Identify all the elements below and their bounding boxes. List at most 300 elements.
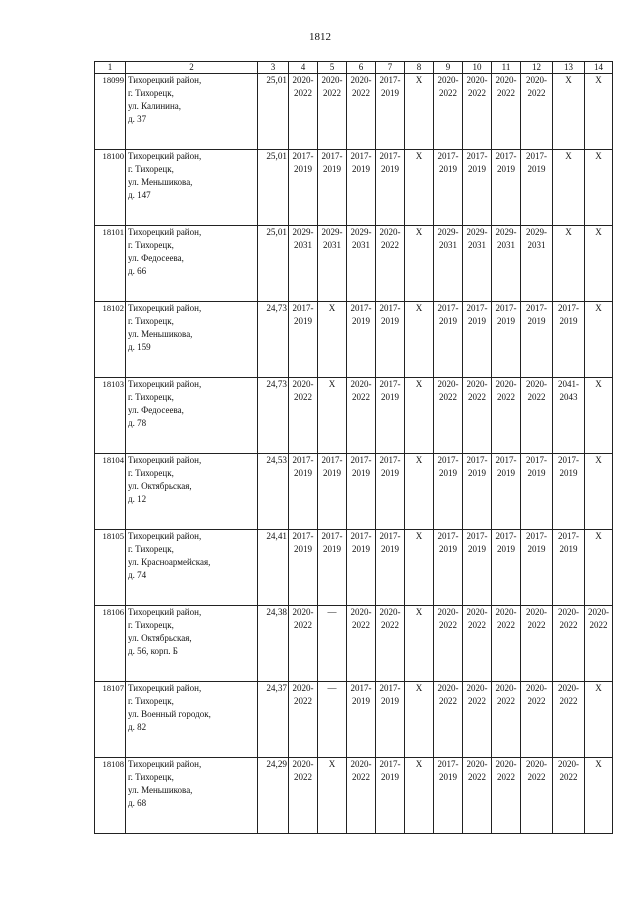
period-value: 2022: [352, 772, 370, 782]
period-cell: [347, 150, 376, 226]
period-cell: [405, 74, 434, 150]
period-value: 2017-: [379, 75, 401, 85]
period-value: 2019: [559, 316, 578, 326]
period-value: 2019: [439, 164, 457, 174]
period-value: 2029-: [321, 227, 343, 237]
period-value: 2019: [294, 468, 312, 478]
address-line: Тихорецкий район,: [128, 379, 202, 389]
period-value: 2022: [497, 696, 515, 706]
column-header: 1: [95, 62, 126, 74]
period-value: 2017-: [321, 531, 343, 541]
page-number: 1812: [309, 31, 331, 43]
period-cell: [376, 530, 405, 606]
period-value: 2020-: [292, 379, 314, 389]
address-line: ул. Меньшикова,: [128, 177, 193, 187]
period-value: 2019: [559, 468, 578, 478]
period-value: 2022: [527, 392, 546, 402]
period-cell: [553, 682, 585, 758]
header-row: [95, 62, 613, 74]
period-cell: [521, 758, 553, 834]
period-value: 2020-: [437, 607, 459, 617]
period-value: 2019: [559, 544, 578, 554]
address-line: ул. Красноармейская,: [128, 557, 211, 567]
period-cell: [463, 682, 492, 758]
period-value: 2017-: [466, 303, 488, 313]
row-number: 18100: [95, 150, 126, 226]
address-line: ул. Меньшикова,: [128, 785, 193, 795]
period-value: 2019: [323, 468, 341, 478]
period-value: X: [595, 303, 602, 313]
period-cell: [347, 454, 376, 530]
period-value: 2022: [589, 620, 608, 630]
period-cell: [463, 150, 492, 226]
period-value: 2020-: [526, 607, 547, 617]
period-cell: [492, 150, 521, 226]
period-value: 2022: [294, 772, 312, 782]
period-cell: [553, 758, 585, 834]
period-cell: [521, 378, 553, 454]
area-cell: 25,01: [258, 226, 289, 302]
period-value: 2017-: [437, 455, 459, 465]
period-value: 2017-: [437, 759, 459, 769]
period-cell: [434, 606, 463, 682]
address-line: г. Тихорецк,: [128, 88, 174, 98]
period-cell: [585, 682, 613, 758]
table-row: [95, 378, 613, 454]
period-cell: [318, 226, 347, 302]
address-line: д. 66: [128, 266, 147, 276]
data-table: [94, 61, 613, 834]
period-value: 2020-: [466, 683, 488, 693]
period-cell: [492, 74, 521, 150]
period-cell: [463, 378, 492, 454]
period-value: 2017-: [350, 455, 372, 465]
period-cell: [434, 150, 463, 226]
period-value: 2017-: [350, 683, 372, 693]
period-value: 2020-: [437, 75, 459, 85]
table-row: [95, 606, 613, 682]
period-cell: [463, 758, 492, 834]
address-line: ул. Калинина,: [128, 101, 182, 111]
period-cell: [376, 682, 405, 758]
period-value: 2019: [468, 544, 486, 554]
period-cell: [463, 530, 492, 606]
address-line: Тихорецкий район,: [128, 607, 202, 617]
period-cell: [376, 302, 405, 378]
table-row: [95, 302, 613, 378]
period-value: 2017-: [437, 531, 459, 541]
period-value: X: [415, 379, 423, 389]
address-line: ул. Меньшикова,: [128, 329, 193, 339]
period-cell: [434, 226, 463, 302]
period-value: 2019: [381, 544, 399, 554]
address-line: д. 74: [128, 570, 147, 580]
period-cell: [347, 74, 376, 150]
period-value: 2017-: [292, 151, 314, 161]
period-value: 2019: [352, 468, 370, 478]
address-line: г. Тихорецк,: [128, 620, 174, 630]
period-cell: [434, 530, 463, 606]
period-value: 2022: [497, 392, 515, 402]
period-value: X: [328, 303, 336, 313]
period-value: 2017-: [379, 379, 401, 389]
period-value: 2022: [559, 620, 578, 630]
period-cell: [318, 682, 347, 758]
period-cell: [585, 758, 613, 834]
period-cell: [318, 530, 347, 606]
period-cell: [553, 606, 585, 682]
period-value: 2029-: [292, 227, 314, 237]
period-cell: [376, 606, 405, 682]
period-cell: [405, 682, 434, 758]
period-value: 2031: [294, 240, 312, 250]
period-value: 2020-: [292, 75, 314, 85]
period-cell: [521, 682, 553, 758]
period-cell: [585, 226, 613, 302]
period-value: 2017-: [350, 151, 372, 161]
period-value: 2017-: [558, 455, 579, 465]
period-cell: [376, 150, 405, 226]
period-value: 2022: [294, 620, 312, 630]
period-value: 2017-: [558, 531, 579, 541]
period-value: 2017-: [321, 151, 343, 161]
period-value: 2019: [294, 544, 312, 554]
period-cell: [318, 302, 347, 378]
address-line: г. Тихорецк,: [128, 544, 174, 554]
period-value: 2020-: [495, 607, 517, 617]
period-value: X: [595, 75, 602, 85]
period-value: 2019: [381, 696, 399, 706]
period-cell: [405, 530, 434, 606]
period-value: 2020-: [466, 607, 488, 617]
period-cell: [492, 682, 521, 758]
address-line: Тихорецкий район,: [128, 683, 202, 693]
period-value: 2031: [352, 240, 370, 250]
address-cell: [126, 378, 258, 454]
period-cell: [347, 226, 376, 302]
period-cell: [347, 682, 376, 758]
table-row: [95, 74, 613, 150]
period-value: X: [565, 227, 572, 237]
column-header: 11: [492, 62, 521, 74]
period-cell: [405, 758, 434, 834]
row-number: 18104: [95, 454, 126, 530]
period-value: 2017-: [292, 303, 314, 313]
address-line: д. 56, корп. Б: [128, 646, 178, 656]
period-value: 2020-: [350, 607, 372, 617]
address-line: г. Тихорецк,: [128, 696, 174, 706]
period-value: 2017-: [495, 455, 517, 465]
column-header: 10: [463, 62, 492, 74]
row-number: 18105: [95, 530, 126, 606]
period-cell: [521, 302, 553, 378]
area-cell: 25,01: [258, 150, 289, 226]
period-value: 2022: [468, 772, 486, 782]
column-header: 13: [553, 62, 585, 74]
period-value: —: [327, 683, 337, 693]
address-line: д. 37: [128, 114, 147, 124]
period-value: 2043: [559, 392, 578, 402]
area-cell: 24,53: [258, 454, 289, 530]
period-cell: [521, 74, 553, 150]
address-line: ул. Октябрьская,: [128, 481, 192, 491]
row-number: 18108: [95, 758, 126, 834]
period-value: 2020-: [466, 379, 488, 389]
address-line: г. Тихорецк,: [128, 772, 174, 782]
period-value: X: [595, 759, 602, 769]
period-value: 2019: [381, 164, 399, 174]
column-header: 8: [405, 62, 434, 74]
period-value: 2022: [294, 88, 312, 98]
period-value: 2031: [497, 240, 515, 250]
area-cell: 25,01: [258, 74, 289, 150]
period-cell: [553, 454, 585, 530]
period-value: 2019: [527, 316, 546, 326]
period-cell: [434, 378, 463, 454]
address-line: ул. Федосеева,: [128, 405, 184, 415]
period-value: 2017-: [379, 531, 401, 541]
period-value: X: [415, 75, 423, 85]
period-value: 2020-: [350, 759, 372, 769]
period-cell: [585, 454, 613, 530]
period-value: X: [415, 531, 423, 541]
period-cell: [553, 530, 585, 606]
period-cell: [585, 378, 613, 454]
period-value: 2022: [559, 696, 578, 706]
period-cell: [405, 226, 434, 302]
period-value: 2019: [323, 544, 341, 554]
address-cell: [126, 150, 258, 226]
period-value: 2019: [352, 544, 370, 554]
period-value: 2022: [468, 88, 486, 98]
period-cell: [347, 378, 376, 454]
period-value: 2019: [497, 316, 515, 326]
period-value: 2020-: [526, 379, 547, 389]
period-cell: [318, 606, 347, 682]
period-value: 2019: [497, 544, 515, 554]
period-value: 2020-: [495, 379, 517, 389]
period-value: X: [565, 151, 572, 161]
period-cell: [521, 454, 553, 530]
period-cell: [434, 74, 463, 150]
period-value: X: [595, 227, 602, 237]
period-value: 2019: [323, 164, 341, 174]
period-value: 2020-: [526, 75, 547, 85]
period-cell: [553, 302, 585, 378]
period-value: 2020-: [526, 759, 547, 769]
period-value: 2019: [439, 468, 457, 478]
period-value: X: [595, 531, 602, 541]
table-row: [95, 530, 613, 606]
period-value: 2017-: [437, 303, 459, 313]
period-value: X: [595, 455, 602, 465]
period-value: 2019: [439, 772, 457, 782]
period-value: 2022: [294, 392, 312, 402]
period-value: 2022: [497, 620, 515, 630]
period-cell: [553, 74, 585, 150]
period-value: 2029-: [350, 227, 372, 237]
period-cell: [492, 758, 521, 834]
period-value: 2020-: [350, 379, 372, 389]
period-value: 2029-: [526, 227, 547, 237]
period-cell: [585, 74, 613, 150]
period-value: 2022: [294, 696, 312, 706]
period-value: X: [415, 303, 423, 313]
period-value: 2017-: [495, 303, 517, 313]
period-value: 2020-: [558, 683, 579, 693]
period-value: X: [415, 227, 423, 237]
period-value: 2022: [352, 88, 370, 98]
row-number: 18106: [95, 606, 126, 682]
period-cell: [405, 302, 434, 378]
period-cell: [585, 302, 613, 378]
period-value: 2017-: [437, 151, 459, 161]
period-value: 2031: [468, 240, 486, 250]
period-value: 2031: [439, 240, 457, 250]
row-number: 18103: [95, 378, 126, 454]
address-cell: [126, 682, 258, 758]
period-value: 2017-: [379, 151, 401, 161]
period-value: 2017-: [379, 683, 401, 693]
area-cell: 24,41: [258, 530, 289, 606]
period-value: 2019: [439, 544, 457, 554]
period-value: 2017-: [526, 151, 547, 161]
period-value: 2019: [352, 316, 370, 326]
period-value: X: [415, 151, 423, 161]
period-cell: [521, 606, 553, 682]
table-body: [95, 74, 613, 834]
area-cell: 24,37: [258, 682, 289, 758]
period-value: 2020-: [495, 759, 517, 769]
period-value: 2019: [381, 392, 399, 402]
table-row: [95, 758, 613, 834]
column-header: 3: [258, 62, 289, 74]
period-value: 2022: [323, 88, 341, 98]
period-cell: [492, 606, 521, 682]
period-value: 2041-: [558, 379, 579, 389]
period-value: 2022: [352, 620, 370, 630]
period-cell: [463, 226, 492, 302]
period-value: 2019: [497, 164, 515, 174]
period-value: 2017-: [526, 303, 547, 313]
period-value: 2019: [381, 772, 399, 782]
period-value: 2022: [381, 240, 399, 250]
period-cell: [289, 454, 318, 530]
period-value: 2019: [352, 164, 370, 174]
address-cell: [126, 758, 258, 834]
address-cell: [126, 74, 258, 150]
period-value: 2022: [468, 620, 486, 630]
period-value: 2020-: [466, 759, 488, 769]
row-number: 18102: [95, 302, 126, 378]
period-value: 2022: [527, 620, 546, 630]
address-line: д. 82: [128, 722, 147, 732]
address-line: д. 159: [128, 342, 151, 352]
period-value: 2020-: [437, 683, 459, 693]
period-value: 2022: [497, 772, 515, 782]
period-cell: [289, 530, 318, 606]
period-cell: [492, 226, 521, 302]
address-cell: [126, 302, 258, 378]
address-line: г. Тихорецк,: [128, 164, 174, 174]
period-value: 2020-: [379, 607, 401, 617]
period-cell: [434, 758, 463, 834]
period-value: 2017-: [350, 531, 372, 541]
period-value: 2020-: [321, 75, 343, 85]
address-line: д. 68: [128, 798, 147, 808]
period-value: 2019: [381, 316, 399, 326]
table-row: [95, 682, 613, 758]
period-value: 2022: [439, 392, 457, 402]
period-cell: [318, 454, 347, 530]
period-value: 2017-: [350, 303, 372, 313]
period-cell: [463, 606, 492, 682]
period-value: 2019: [381, 88, 399, 98]
period-value: X: [565, 75, 572, 85]
period-value: 2022: [527, 88, 546, 98]
column-header: 4: [289, 62, 318, 74]
period-value: 2022: [439, 620, 457, 630]
column-header: 12: [521, 62, 553, 74]
address-line: Тихорецкий район,: [128, 75, 202, 85]
period-value: 2020-: [495, 683, 517, 693]
address-line: Тихорецкий район,: [128, 759, 202, 769]
address-cell: [126, 454, 258, 530]
row-number: 18107: [95, 682, 126, 758]
period-value: X: [595, 151, 602, 161]
period-value: 2019: [497, 468, 515, 478]
period-value: 2017-: [379, 303, 401, 313]
period-cell: [434, 454, 463, 530]
address-line: г. Тихорецк,: [128, 392, 174, 402]
address-line: д. 78: [128, 418, 147, 428]
address-line: г. Тихорецк,: [128, 316, 174, 326]
period-value: 2031: [527, 240, 546, 250]
period-value: 2017-: [379, 759, 401, 769]
column-header: 14: [585, 62, 613, 74]
period-value: 2017-: [466, 531, 488, 541]
period-cell: [521, 150, 553, 226]
period-cell: [289, 150, 318, 226]
period-value: 2020-: [379, 227, 401, 237]
period-value: 2020-: [495, 75, 517, 85]
period-value: 2017-: [379, 455, 401, 465]
address-line: д. 147: [128, 190, 151, 200]
period-value: 2017-: [292, 455, 314, 465]
period-value: 2020-: [466, 75, 488, 85]
period-value: 2019: [294, 164, 312, 174]
period-cell: [492, 378, 521, 454]
period-value: 2020-: [437, 379, 459, 389]
period-value: 2017-: [292, 531, 314, 541]
period-value: 2019: [381, 468, 399, 478]
period-value: 2019: [439, 316, 457, 326]
period-value: 2020-: [558, 759, 579, 769]
period-value: 2020-: [526, 683, 547, 693]
period-value: 2031: [323, 240, 341, 250]
period-cell: [347, 302, 376, 378]
address-line: ул. Военный городок,: [128, 709, 211, 719]
period-value: X: [415, 607, 423, 617]
period-cell: [463, 74, 492, 150]
address-line: Тихорецкий район,: [128, 455, 202, 465]
period-value: X: [415, 455, 423, 465]
address-line: Тихорецкий район,: [128, 303, 202, 313]
period-cell: [492, 454, 521, 530]
column-header: 5: [318, 62, 347, 74]
period-value: 2022: [381, 620, 399, 630]
table-row: [95, 150, 613, 226]
